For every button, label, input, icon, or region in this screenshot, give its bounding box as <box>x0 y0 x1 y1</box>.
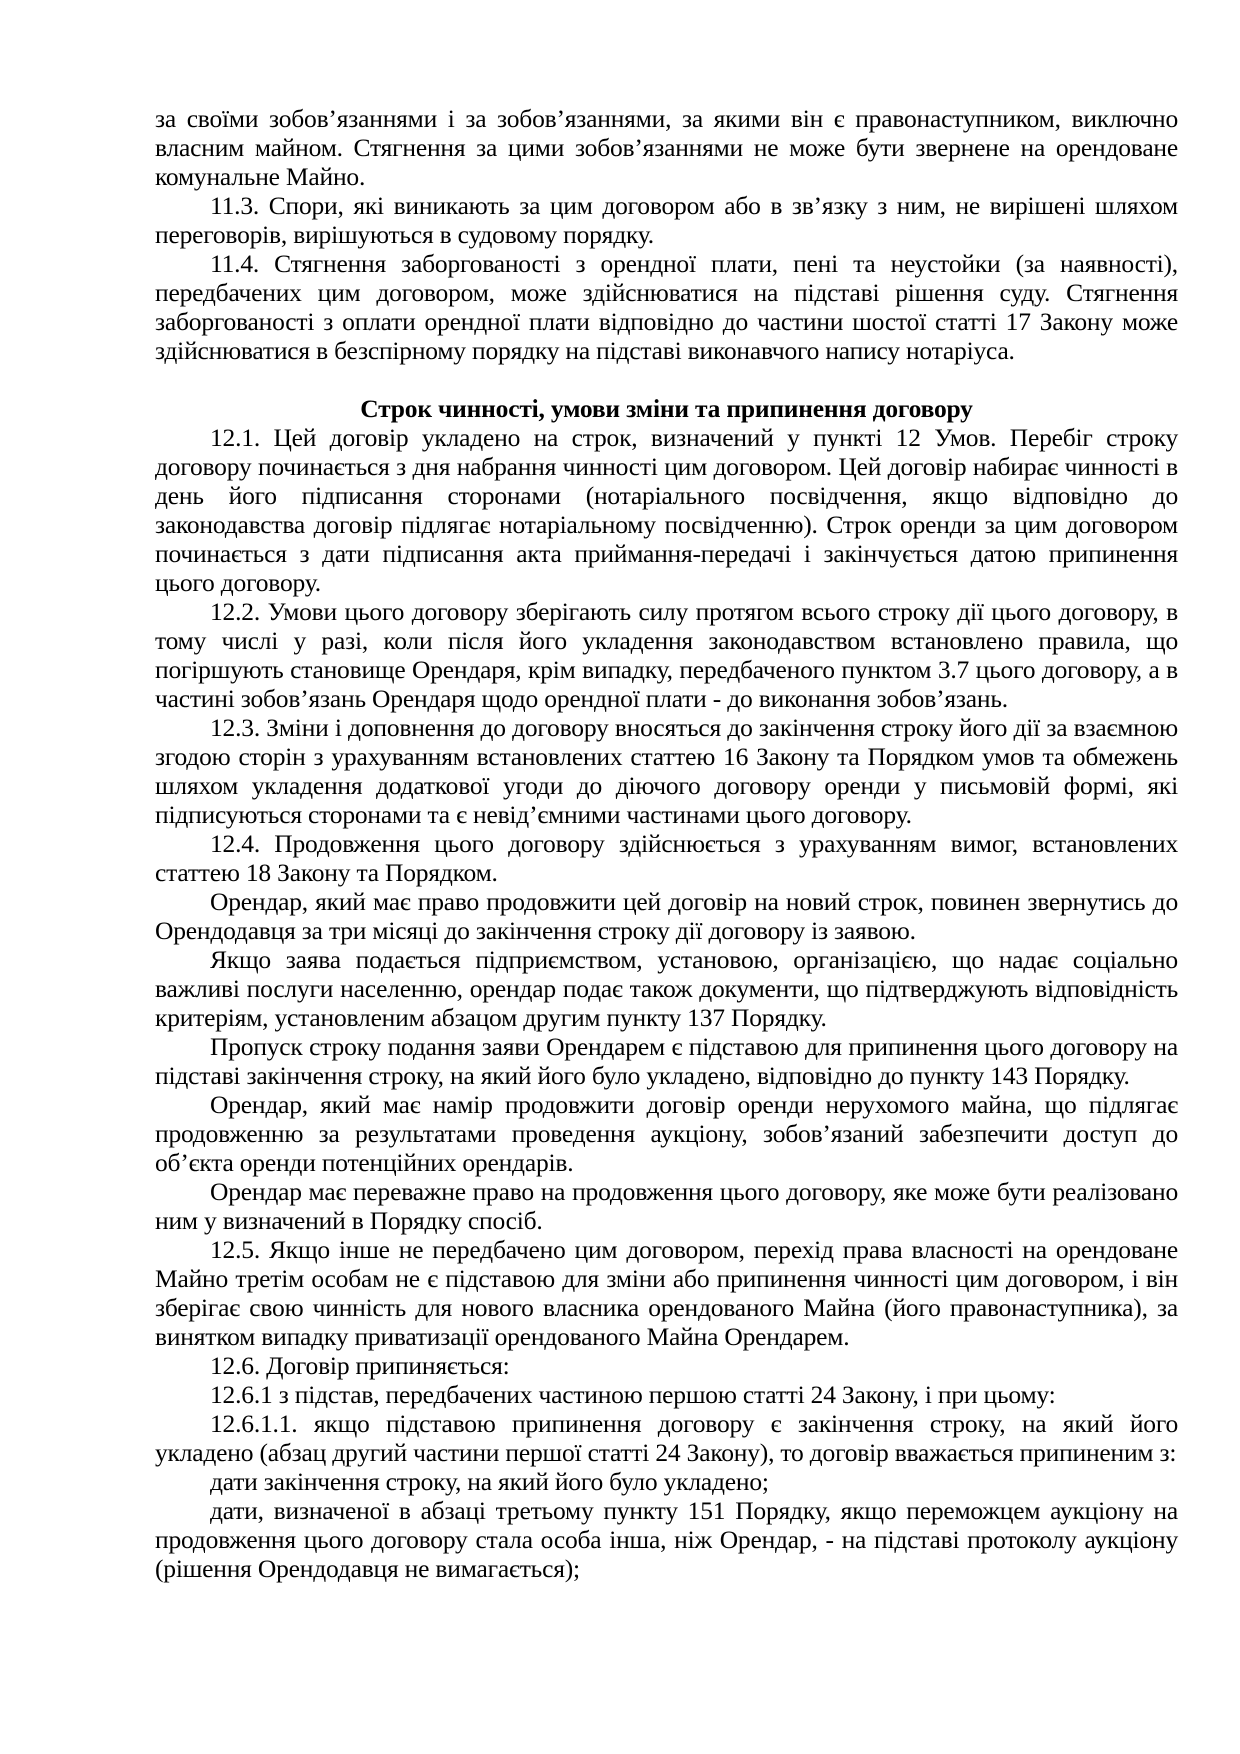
paragraph-12-1: 12.1. Цей договір укладено на строк, визначений у пункті 12 Умов. Перебіг строку договору починається з дня набрання чинності цим договором. Цей договір набирає чинності в день його підписання сторонами (нотаріального посвідчення, якщо відповідно до законодавства договір підлягає нотаріальному посвідченню). Строк оренди за цим договором починається з дати підписання акта приймання-передачі і закінчується датою припинення цього договору. <box>155 423 1178 597</box>
paragraph-12-3: 12.3. Зміни і доповнення до договору вносяться до закінчення строку його дії за взаємною згодою сторін з урахуванням встановлених статтею 16 Закону та Порядком умов та обмежень шляхом укладення додаткової угоди до діючого договору оренди у письмовій формі, які підписуються сторонами та є невід’ємними частинами цього договору. <box>155 713 1178 829</box>
paragraph-12-6: 12.6. Договір припиняється: <box>210 1351 510 1380</box>
paragraph-12-4-renewal-right: Орендар, який має право продовжити цей договір на новий строк, повинен звернутись до Орендодавця за три місяці до закінчення строку дії договору із заявою. <box>155 887 1178 945</box>
paragraph-11-2-continuation: за своїми зобов’язаннями і за зобов’язаннями, за якими він є правонаступником, виключно власним майном. Стягнення за цими зобов’язаннями не може бути звернене на орендоване комунальне Майно. <box>155 104 1178 191</box>
paragraph-12-4-auction-access: Орендар, який має намір продовжити договір оренди нерухомого майна, що підлягає продовженню за результатами проведення аукціону, зобов’язаний забезпечити доступ до об’єкта оренди потенційних орендарів. <box>155 1090 1178 1177</box>
section-heading: Строк чинності, умови зміни та припинення договору <box>360 394 973 423</box>
paragraph-12-4-preferential-right: Орендар має переважне право на продовження цього договору, яке може бути реалізовано ним у визначений в Порядку спосіб. <box>155 1177 1178 1235</box>
paragraph-12-5: 12.5. Якщо інше не передбачено цим договором, перехід права власності на орендоване Майно третім особам не є підставою для зміни або припинення чинності цим договором, і він зберігає свою чинність для нового власника орендованого Майна (його правонаступника), за винятком випадку приватизації орендованого Майна Орендарем. <box>155 1235 1178 1351</box>
paragraph-12-6-1-1: 12.6.1.1. якщо підставою припинення договору є закінчення строку, на який його укладено (абзац другий частини першої статті 24 Закону), то договір вважається припиненим з: <box>155 1409 1178 1467</box>
paragraph-12-6-1: 12.6.1 з підстав, передбачених частиною першою статті 24 Закону, і при цьому: <box>210 1380 1056 1409</box>
paragraph-12-2: 12.2. Умови цього договору зберігають силу протягом всього строку дії цього договору, в тому числі у разі, коли після його укладення законодавством встановлено правила, що погіршують становище Орендаря, крім випадку, передбаченого пунктом 3.7 цього договору, а в частині зобов’язань Орендаря щодо орендної плати - до виконання зобов’язань. <box>155 597 1178 713</box>
paragraph-12-4: 12.4. Продовження цього договору здійснюється з урахуванням вимог, встановлених статтею 18 Закону та Порядком. <box>155 829 1178 887</box>
paragraph-termination-date-auction: дати, визначеної в абзаці третьому пункту 151 Порядку, якщо переможцем аукціону на продовження цього договору стала особа інша, ніж Орендар, - на підставі протоколу аукціону (рішення Орендодавця не вимагається); <box>155 1496 1178 1583</box>
paragraph-termination-date-expiry: дати закінчення строку, на який його було укладено; <box>210 1467 769 1496</box>
paragraph-12-4-social-services: Якщо заява подається підприємством, установою, організацією, що надає соціально важливі послуги населенню, орендар подає також документи, що підтверджують відповідність критеріям, установленим абзацом другим пункту 137 Порядку. <box>155 945 1178 1032</box>
paragraph-11-4: 11.4. Стягнення заборгованості з орендної плати, пені та неустойки (за наявності), передбачених цим договором, може здійснюватися на підставі рішення суду. Стягнення заборгованості з оплати орендної плати відповідно до частини шостої статті 17 Закону може здійснюватися в безспірному порядку на підставі виконавчого напису нотаріуса. <box>155 249 1178 365</box>
paragraph-12-4-missed-deadline: Пропуск строку подання заяви Орендарем є підставою для припинення цього договору на підставі закінчення строку, на який його було укладено, відповідно до пункту 143 Порядку. <box>155 1032 1178 1090</box>
paragraph-11-3: 11.3. Спори, які виникають за цим договором або в зв’язку з ним, не вирішені шляхом переговорів, вирішуються в судовому порядку. <box>155 191 1178 249</box>
